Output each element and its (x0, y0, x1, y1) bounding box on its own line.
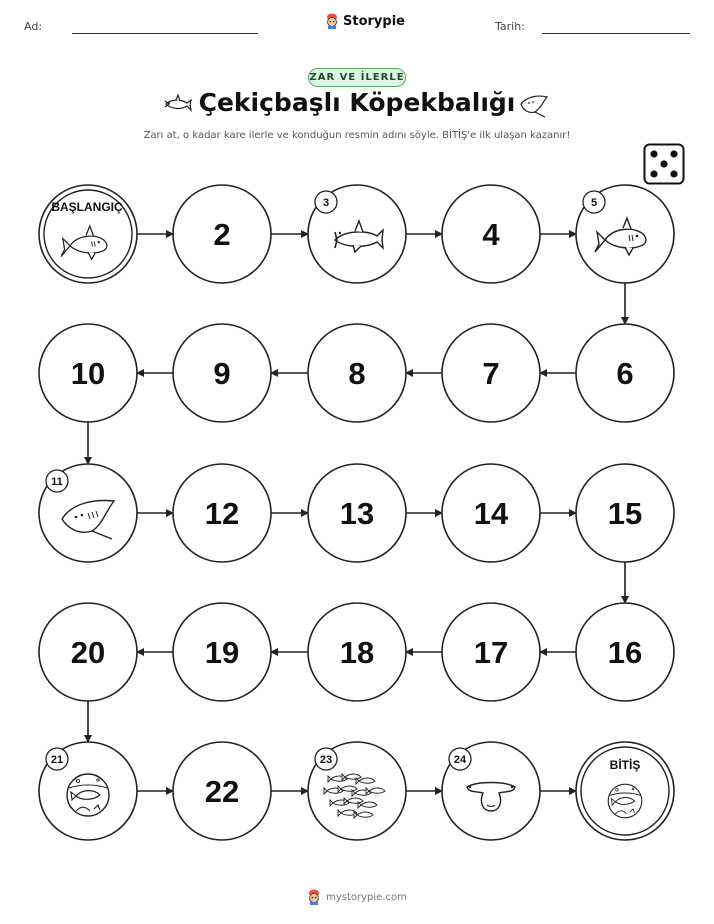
footer-url[interactable]: mystorypie.com (326, 891, 407, 903)
board-square-6[interactable] (576, 324, 674, 422)
square-number: 21 (50, 754, 64, 766)
board-square-15[interactable] (576, 464, 674, 562)
square-number: 19 (204, 635, 240, 670)
square-number: 11 (51, 476, 63, 488)
shark-in-bowl-icon (608, 784, 642, 818)
finish-label: BİTİŞ (609, 758, 641, 772)
board-square-9[interactable] (173, 324, 271, 422)
square-number: 20 (70, 635, 106, 670)
board-square-21[interactable] (39, 742, 137, 840)
square-number: 18 (339, 635, 375, 670)
square-number: 9 (213, 356, 231, 391)
board-square-12[interactable] (173, 464, 271, 562)
date-label: Tarih: (495, 20, 525, 33)
square-number: 8 (348, 356, 366, 391)
square-number: 3 (322, 197, 330, 209)
instructions: Zarı at, o kadar kare ilerle ve konduğun resmin adını söyle. BİTİŞ'e ilk ulaşan kazanır! (143, 130, 571, 141)
square-number: 17 (473, 635, 509, 670)
board-square-5[interactable] (576, 185, 674, 283)
board-square-2[interactable] (173, 185, 271, 283)
storypie-logo-icon (307, 889, 321, 905)
square-number: 6 (616, 356, 634, 391)
board-square-20[interactable] (39, 603, 137, 701)
square-number: 14 (473, 496, 509, 531)
board-square-11[interactable] (39, 464, 137, 562)
name-label: Ad: (24, 20, 43, 33)
board-square-13[interactable] (308, 464, 406, 562)
board-square-23[interactable] (308, 742, 406, 840)
board-square-18[interactable] (308, 603, 406, 701)
board-square-22[interactable] (173, 742, 271, 840)
square-number: 4 (482, 217, 500, 252)
square-number: 13 (339, 496, 375, 531)
board-square-4[interactable] (442, 185, 540, 283)
board-square-7[interactable] (442, 324, 540, 422)
board-square-17[interactable] (442, 603, 540, 701)
square-number: 23 (319, 754, 333, 766)
square-number: 15 (607, 496, 643, 531)
board-square-24[interactable] (442, 742, 540, 840)
square-number: 12 (204, 496, 240, 531)
board-square-19[interactable] (173, 603, 271, 701)
square-number: 10 (70, 356, 106, 391)
board-square-8[interactable] (308, 324, 406, 422)
brand-name: Storypie (343, 13, 405, 29)
square-number: 16 (607, 635, 643, 670)
board-square-1[interactable] (39, 185, 137, 283)
board-square-10[interactable] (39, 324, 137, 422)
page-title: Çekiçbaşlı Köpekbalığı (198, 88, 516, 117)
square-number: 7 (482, 356, 500, 391)
square-number: 24 (453, 754, 467, 766)
board-square-3[interactable] (308, 185, 406, 283)
square-number: 5 (590, 197, 598, 209)
start-label: BAŞLANGIÇ (51, 200, 123, 214)
square-number: 2 (213, 217, 231, 252)
game-type-badge: ZAR VE İLERLE (308, 68, 406, 87)
square-number: 22 (204, 774, 240, 809)
footer (0, 889, 714, 905)
board-square-14[interactable] (442, 464, 540, 562)
board-square-25[interactable] (576, 742, 674, 840)
shark-in-bowl-icon (67, 774, 109, 816)
board-square-16[interactable] (576, 603, 674, 701)
